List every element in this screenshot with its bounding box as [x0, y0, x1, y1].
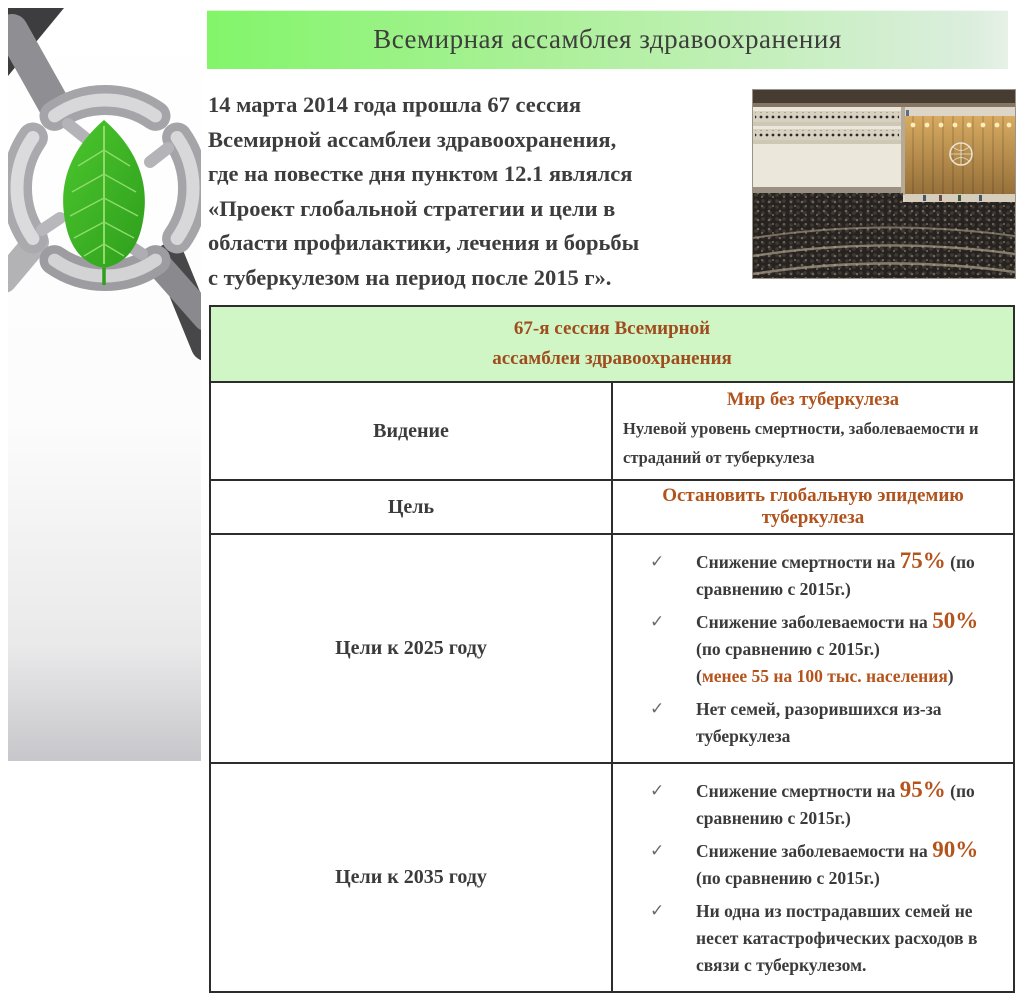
- row-label-targets-2035: Цели к 2035 году: [210, 763, 612, 992]
- check-icon: ✓: [650, 611, 665, 632]
- targets-2035-list: [614, 765, 1012, 990]
- intro-line: 14 марта 2014 года прошла 67 сессия: [208, 92, 582, 117]
- hands-leaf-illustration: [8, 8, 201, 761]
- check-icon: ✓: [650, 840, 665, 861]
- vision-cell: [612, 382, 1014, 480]
- goal-item: [614, 606, 1002, 693]
- check-icon: ✓: [650, 900, 665, 921]
- goal-item: [614, 775, 1002, 835]
- goal-item-text: Снижение смертности на 75% (по сравнению с 2015г.): [696, 547, 975, 599]
- intro-line: с туберкулезом на период после 2015 г».: [208, 264, 612, 290]
- percent-value: 50%: [932, 607, 979, 633]
- goal-item: [614, 546, 1002, 606]
- row-label-targets-2025: Цели к 2025 году: [210, 534, 612, 763]
- who-emblem-icon: [950, 143, 972, 165]
- percent-value: 90%: [932, 836, 979, 862]
- title-bar: [207, 10, 1008, 69]
- check-icon: ✓: [650, 551, 665, 572]
- vision-body: Нулевой уровень смертности, заболеваемости и страданий от туберкулеза: [623, 418, 979, 467]
- row-label-goal: Цель: [210, 480, 612, 534]
- goal-item-text: Нет семей, разорившихся из-за туберкулеза: [696, 698, 942, 746]
- who-strategy-table: [209, 305, 1015, 993]
- goal-item: [614, 693, 1002, 753]
- table-header-cell: [210, 306, 1014, 382]
- percent-value: 95%: [899, 776, 946, 802]
- goal-item: [614, 835, 1002, 895]
- intro-line: где на повестке дня пунктом 12.1 являлся: [208, 161, 633, 187]
- goal-item-text: Ни одна из пострадавших семей не несет катастрофических расходов в связи с туберкулезом.: [696, 900, 978, 975]
- targets-2025-list: [614, 536, 1012, 761]
- check-icon: ✓: [650, 780, 665, 801]
- intro-text: [208, 88, 768, 296]
- goal-item-text: Снижение заболеваемости на 90% (по сравнению с 2015г.): [696, 836, 979, 888]
- goal-item-note: (менее 55 на 100 тыс. населения): [696, 665, 954, 686]
- percent-value: 75%: [899, 547, 946, 573]
- table-header-line1: 67-я сессия Всемирной: [513, 318, 711, 339]
- targets-2035-cell: [612, 763, 1014, 992]
- goal-item: [614, 895, 1002, 982]
- assembly-hall-photo: [753, 90, 1015, 278]
- goal-heading: Остановить глобальную эпидемию туберкулеза: [612, 480, 1014, 534]
- hands-leaf-image: [8, 8, 201, 761]
- intro-line: Всемирной ассамблеи здравоохранения,: [208, 126, 617, 152]
- targets-2025-cell: [612, 534, 1014, 763]
- table-header-line2: ассамблеи здравоохранения: [492, 348, 732, 369]
- check-icon: ✓: [650, 698, 665, 719]
- vision-heading: Мир без туберкулеза: [726, 390, 900, 410]
- page-title: Всемирная ассамблея здравоохранения: [373, 24, 842, 54]
- intro-line: области профилактики, лечения и борьбы: [208, 230, 640, 256]
- row-label-vision: Видение: [210, 382, 612, 480]
- goal-item-text: Снижение смертности на 95% (по сравнению с 2015г.): [696, 776, 975, 828]
- goal-item-text: Снижение заболеваемости на 50% (по сравнению с 2015г.) (менее 55 на 100 тыс. населения): [696, 609, 1002, 690]
- intro-line: «Проект глобальной стратегии и цели в: [208, 195, 616, 221]
